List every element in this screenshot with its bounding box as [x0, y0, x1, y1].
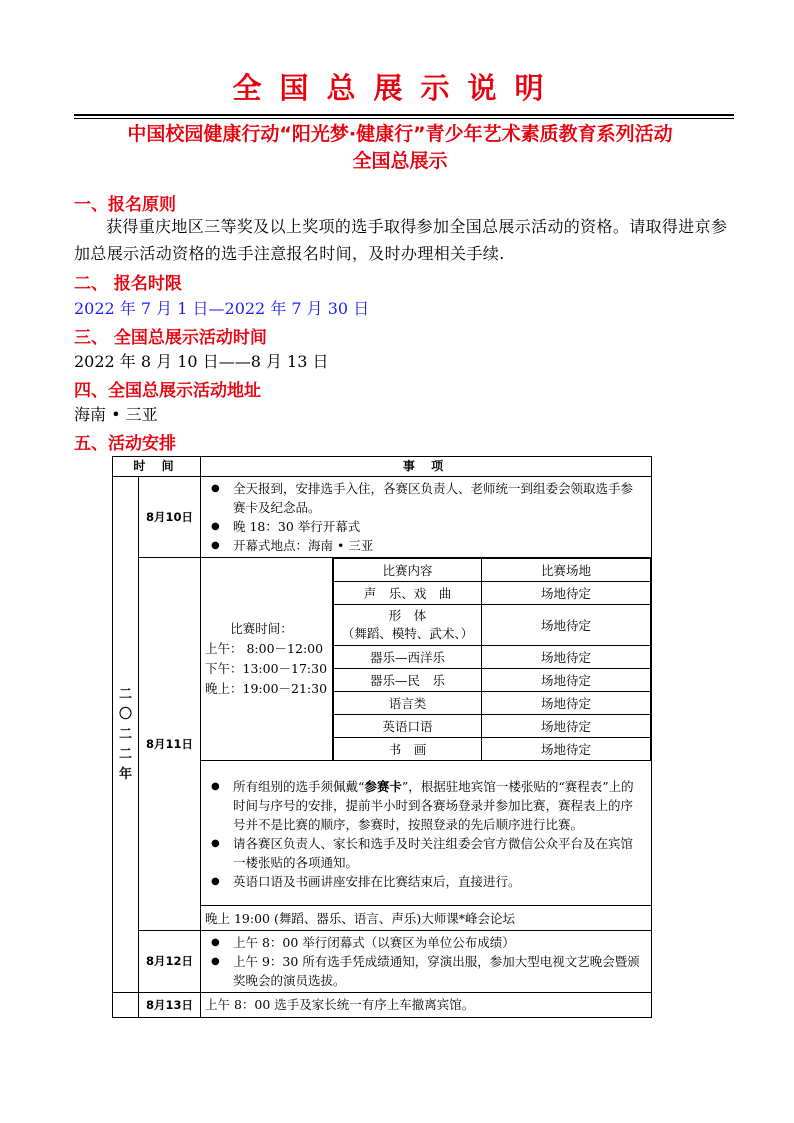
- competition-content: [334, 605, 482, 646]
- day-4-event: 上午 8：00 选手及家长统一有序上车撤离宾馆。: [201, 993, 652, 1018]
- venue-header-row: [334, 559, 651, 582]
- competition-time-title: 比赛时间：: [230, 621, 293, 636]
- competition-venue: 场地待定: [482, 715, 651, 738]
- table-row: [334, 738, 651, 761]
- day-2-label: 8月11日: [139, 558, 201, 931]
- table-row: [334, 715, 651, 738]
- note-1-suffix: ”，根据驻地宾馆一楼张贴的“赛程表”上的时间与序号的安排，提前半小时到各赛场登录并参加比赛，赛程表上的序号并不是比赛的顺序，参赛时，按照登录的先后顺序进行比赛。: [233, 779, 634, 832]
- competition-content: 器乐—西洋乐: [334, 646, 482, 669]
- day-1-row: [113, 477, 652, 558]
- year-cell: [113, 477, 139, 993]
- year-character: 二: [118, 726, 132, 742]
- table-row: [334, 605, 651, 646]
- year-character: 〇: [118, 706, 132, 722]
- competition-content-line-1: 形 体: [388, 608, 427, 623]
- notes-spacer: [205, 761, 647, 775]
- day-1-label: 8月10日: [139, 477, 201, 558]
- competition-content: 器乐—民 乐: [334, 669, 482, 692]
- competition-time-pm: 下午：13:00－17:30: [205, 661, 328, 676]
- competition-content-line-2: （舞蹈、模特、武术、）: [341, 626, 474, 641]
- competition-venue: 场地待定: [482, 646, 651, 669]
- section-2-heading: 二、 报名时限: [74, 274, 182, 294]
- competition-time-am: 上午： 8:00－12:00: [205, 641, 324, 656]
- title-rule-thick: [74, 114, 734, 116]
- competition-content: 语言类: [334, 692, 482, 715]
- year-character: 二: [118, 746, 132, 762]
- competition-venue: 场地待定: [482, 582, 651, 605]
- day-2-note-2: ● 请各赛区负责人、家长和选手及时关注组委会官方微信公众平台及在宾馆一楼张贴的各项通知。: [233, 834, 643, 872]
- day-4-row: [113, 993, 652, 1018]
- day-2-evening: 晚上 19:00 (舞蹈、器乐、语言、声乐)大师课*峰会论坛: [201, 906, 652, 931]
- competition-venue: 场地待定: [482, 669, 651, 692]
- day-1-event-3: ● 开幕式地点：海南 • 三亚: [233, 536, 643, 555]
- section-1-text: 获得重庆地区三等奖及以上奖项的选手取得参加全国总展示活动的资格。请取得进京参加总展示活动资格的选手注意报名时间，及时办理相关手续.: [74, 217, 728, 263]
- day-3-event-2: ● 上午 9：30 所有选手凭成绩通知，穿演出服，参加大型电视文艺晚会暨颁奖晚会的演员选拔。: [233, 952, 643, 990]
- year-cell-continuation: [113, 993, 139, 1018]
- competition-times: [201, 558, 333, 761]
- day-2-competition-row: [113, 558, 652, 761]
- document-title: 全国总展示说明: [232, 71, 562, 105]
- col-content-header: 比赛内容: [334, 559, 482, 582]
- section-2-text: 2022 年 7 月 1 日—2022 年 7 月 30 日: [74, 299, 370, 318]
- day-3-row: [113, 931, 652, 993]
- year-label: [113, 685, 138, 785]
- competition-venue-cell: [333, 558, 652, 761]
- col-venue-header: 比赛场地: [482, 559, 651, 582]
- day-3-label: 8月12日: [139, 931, 201, 993]
- competition-venue: 场地待定: [482, 738, 651, 761]
- table-row: [334, 646, 651, 669]
- competition-venue: 场地待定: [482, 692, 651, 715]
- note-1-badge-term: 参赛卡: [364, 779, 402, 794]
- header-items: 事 项: [201, 457, 652, 477]
- day-3-event-1: ● 上午 8：00 举行闭幕式（以赛区为单位公布成绩）: [233, 933, 643, 952]
- day-2-note-1: [233, 777, 643, 834]
- header-time: 时 间: [113, 457, 201, 477]
- competition-content: 英语口语: [334, 715, 482, 738]
- competition-venue: 场地待定: [482, 605, 651, 646]
- note-1-prefix: 所有组别的选手须佩戴“: [233, 779, 365, 794]
- year-character: 二: [118, 686, 132, 702]
- day-4-label: 8月13日: [139, 993, 201, 1018]
- table-row: [334, 669, 651, 692]
- day-3-events: [201, 931, 652, 993]
- subtitle: [60, 121, 740, 175]
- day-2-note-3: ● 英语口语及书画讲座安排在比赛结束后，直接进行。: [233, 872, 643, 891]
- subtitle-line-1: 中国校园健康行动“阳光梦·健康行”青少年艺术素质教育系列活动: [127, 123, 673, 145]
- year-character: 年: [118, 766, 132, 782]
- section-4-text: 海南 • 三亚: [74, 405, 158, 424]
- competition-time-evening: 晚上：19:00－21:30: [205, 681, 328, 696]
- title-rule-thin: [74, 118, 734, 119]
- schedule-table: [112, 456, 652, 1018]
- table-row: [334, 692, 651, 715]
- section-5-heading: 五、活动安排: [74, 434, 176, 454]
- table-row: [334, 582, 651, 605]
- competition-content: 书 画: [334, 738, 482, 761]
- section-3-heading: 三、 全国总展示活动时间: [74, 328, 267, 348]
- day-2-notes: [201, 761, 652, 906]
- section-3-text: 2022 年 8 月 10 日——8 月 13 日: [74, 352, 329, 371]
- day-1-events: [201, 477, 652, 558]
- day-1-event-2: ● 晚 18：30 举行开幕式: [233, 517, 643, 536]
- section-1-heading: 一、报名原则: [74, 195, 176, 215]
- competition-content: 声 乐、戏 曲: [334, 582, 482, 605]
- day-1-event-1: ● 全天报到，安排选手入住，各赛区负责人、老师统一到组委会领取选手参赛卡及纪念品。: [233, 479, 643, 517]
- schedule-header-row: [113, 457, 652, 477]
- competition-venue-table: [333, 558, 651, 760]
- subtitle-line-2: 全国总展示: [352, 150, 448, 172]
- section-4-heading: 四、全国总展示活动地址: [74, 381, 261, 401]
